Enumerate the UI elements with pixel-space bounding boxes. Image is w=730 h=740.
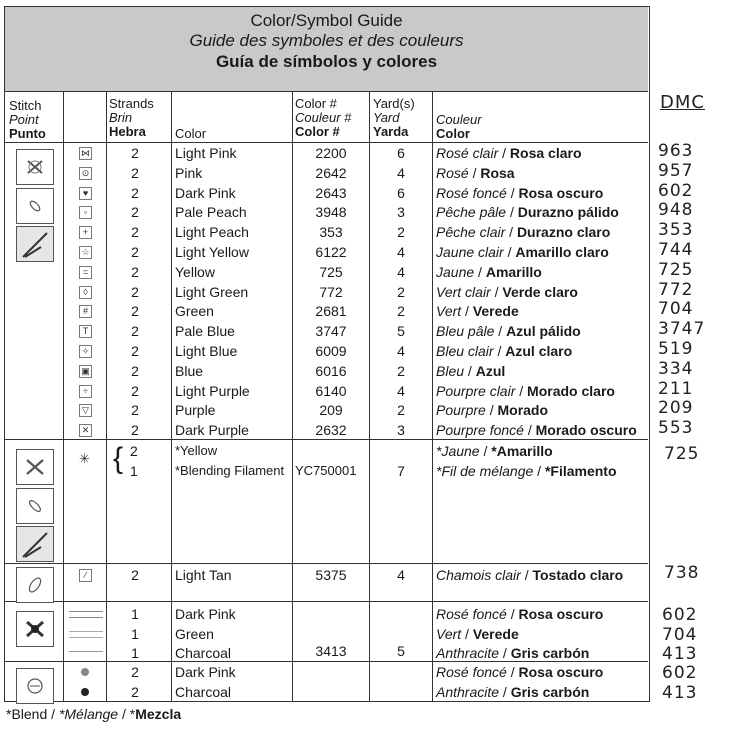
blend-needle-diagram-icon	[16, 526, 54, 562]
dmc-number: 413	[662, 683, 698, 703]
tan-strands: 2	[131, 567, 139, 583]
translation-cell: Rosé clair / Rosa claro	[436, 145, 582, 161]
strands-cell: 1	[131, 645, 139, 661]
color-number-cell: 353	[319, 224, 343, 241]
yards-cell: 4	[397, 164, 405, 181]
translation-cell: Bleu pâle / Azul pálido	[436, 323, 581, 340]
translation-cell: Pourpre clair / Morado claro	[436, 382, 615, 399]
symbol-icon: ▣	[79, 365, 92, 378]
symbol-icon: T	[79, 325, 92, 338]
asterisk-symbol-icon: ✳	[79, 451, 90, 466]
yards-cell: 3	[397, 422, 405, 439]
col-divider	[432, 91, 433, 701]
strands-cell: 2	[131, 422, 139, 439]
blend-brace: {	[113, 442, 124, 475]
translation-cell: Jaune clair / Amarillo claro	[436, 244, 609, 260]
translation-cell: Anthracite / Gris carbón	[436, 645, 590, 661]
color-name-cell: Light Yellow	[175, 244, 249, 260]
yards-cell: 6	[397, 184, 405, 201]
yards-cell: 2	[397, 283, 405, 300]
color-name-cell: Dark Pink	[175, 606, 236, 622]
symbol-icon: ⋈	[81, 148, 90, 158]
translation-cell: Jaune / Amarillo	[436, 263, 542, 280]
dmc-number: 334	[658, 358, 694, 379]
translation-cell: Pêche pâle / Durazno pálido	[436, 204, 619, 221]
symbol-icon: ♥	[79, 187, 92, 200]
half-stitch-diagram-icon	[16, 188, 54, 224]
blend-color-2: *Blending Filament	[175, 463, 285, 478]
header-color-number: Color # Couleur # Color #	[295, 96, 352, 139]
charcoal-dot-icon	[81, 688, 89, 696]
symbol-icon: ▫	[79, 206, 92, 219]
color-name-cell: Blue	[175, 362, 204, 379]
dmc-number: 725	[658, 259, 694, 280]
dmc-number: 963	[658, 141, 694, 161]
yards-cell: 2	[397, 303, 405, 320]
dmc-number: 602	[662, 605, 698, 625]
backstitch-diagram-icon	[16, 611, 54, 647]
strands-cell: 2	[131, 244, 139, 260]
color-number-cell: 6140	[315, 382, 347, 399]
color-name-cell: Yellow	[175, 263, 215, 280]
color-name-cell: Light Green	[175, 283, 249, 300]
color-name-cell: Dark Pink	[175, 664, 236, 680]
blend-translation-1: *Jaune / *Amarillo	[436, 443, 553, 459]
translation-cell: Vert clair / Verde claro	[436, 283, 578, 300]
backstitch-line-charcoal	[69, 651, 103, 652]
french-knot-diagram-icon	[16, 668, 54, 704]
translation-cell: Rosé foncé / Rosa oscuro	[436, 184, 604, 201]
dmc-number: 725	[664, 444, 700, 464]
tan-yards: 4	[397, 567, 405, 583]
strands-cell: 2	[131, 303, 139, 320]
translation-cell: Anthracite / Gris carbón	[436, 684, 590, 700]
symbol-icon: #	[79, 305, 92, 318]
translation-cell: Rosé foncé / Rosa oscuro	[436, 664, 604, 680]
dmc-number: 209	[658, 398, 694, 419]
color-name-cell: Green	[175, 625, 214, 642]
blend-color-1: *Yellow	[175, 443, 218, 458]
strands-cell: 2	[131, 343, 139, 359]
section-divider	[5, 563, 648, 564]
color-name-cell: Purple	[175, 402, 216, 419]
yards-cell: 3	[397, 204, 405, 221]
color-name-cell: Dark Pink	[175, 184, 236, 201]
col-divider	[63, 91, 64, 701]
backstitch-line-dark-pink	[69, 617, 103, 618]
yards-cell: 4	[397, 343, 405, 359]
color-symbol-guide-table	[4, 6, 650, 702]
strands-cell: 2	[131, 402, 139, 419]
blend-number: YC750001	[295, 463, 357, 478]
dmc-number: 553	[658, 418, 694, 439]
dmc-number: 602	[662, 663, 698, 683]
strands-cell: 2	[131, 382, 139, 399]
blend-strands-2: 1	[130, 463, 138, 479]
dmc-number: 772	[658, 279, 694, 300]
footer-note: *Blend / *Mélange / *Mezcla	[6, 706, 182, 722]
dmc-number: 704	[662, 624, 698, 645]
strands-cell: 2	[131, 362, 139, 379]
backstitch-number: 3413	[315, 643, 347, 659]
col-divider	[171, 91, 172, 701]
backstitch-line-green	[69, 631, 103, 632]
color-number-cell: 772	[319, 283, 343, 300]
yards-cell: 6	[397, 145, 405, 161]
title-banner	[5, 7, 648, 92]
translation-cell: Pourpre foncé / Morado oscuro	[436, 422, 637, 439]
dmc-number: 602	[658, 180, 694, 201]
yards-cell: 2	[397, 402, 405, 419]
symbol-icon: ◊	[79, 286, 92, 299]
tan-color: Light Tan	[175, 567, 232, 583]
header-couleur: Couleur Color	[436, 112, 482, 141]
slash-symbol-icon: ⁄	[79, 569, 92, 582]
tan-stitch-diagram-icon	[16, 567, 54, 603]
symbol-icon: +	[79, 226, 92, 239]
color-name-cell: Green	[175, 303, 214, 320]
strands-cell: 2	[131, 164, 139, 181]
color-number-cell: 2643	[315, 184, 347, 201]
blend-translation-2: *Fil de mélange / *Filamento	[436, 463, 617, 479]
dmc-number: 519	[658, 339, 694, 359]
symbol-icon: ÷	[79, 385, 92, 398]
strands-cell: 2	[131, 283, 139, 300]
symbol-icon: ☆	[79, 246, 92, 259]
title-en: Color/Symbol Guide	[250, 11, 403, 30]
col-divider	[292, 91, 293, 701]
translation-cell: Rosé foncé / Rosa oscuro	[436, 606, 604, 622]
color-number-cell: 2632	[315, 422, 347, 439]
section-divider	[5, 601, 648, 602]
color-name-cell: Pink	[175, 164, 203, 181]
strands-cell: 2	[131, 204, 139, 221]
header-yards: Yard(s) Yard Yarda	[373, 96, 415, 139]
symbol-icon: ▽	[79, 404, 92, 417]
color-name-cell: Pale Peach	[175, 204, 247, 221]
symbol-icon: ✧	[79, 345, 92, 358]
color-number-cell: 2200	[315, 145, 347, 161]
yards-cell: 2	[397, 362, 405, 379]
color-number-cell: 6009	[315, 343, 347, 359]
strands-cell: 2	[131, 184, 139, 201]
color-name-cell: Charcoal	[175, 684, 232, 700]
blend-half-stitch-diagram-icon	[16, 488, 54, 524]
symbol-icon: ⊙	[79, 167, 92, 180]
needle-stitch-diagram-icon	[16, 226, 54, 262]
strands-cell: 2	[131, 224, 139, 241]
cross-stitch-diagram-icon	[16, 149, 54, 185]
dmc-number: 3747	[658, 319, 706, 340]
color-name-cell: Light Peach	[175, 224, 249, 241]
yards-cell: 4	[397, 244, 405, 260]
translation-cell: Vert / Verede	[436, 625, 519, 642]
backstitch-yards: 5	[397, 643, 405, 659]
dmc-number: 413	[662, 644, 698, 664]
strands-cell: 1	[131, 606, 139, 622]
col-divider	[369, 91, 370, 701]
blend-cross-stitch-diagram-icon	[16, 449, 54, 485]
header-stitch: Stitch Point Punto	[9, 98, 46, 141]
yards-cell: 5	[397, 323, 405, 340]
translation-cell: Vert / Verede	[436, 303, 519, 320]
dmc-header: DMC	[660, 92, 705, 113]
translation-cell: Bleu / Azul	[436, 362, 506, 379]
title-fr: Guide des symboles et des couleurs	[189, 31, 464, 50]
color-number-cell: 3747	[315, 323, 347, 340]
translation-cell: Pêche clair / Durazno claro	[436, 224, 611, 241]
yards-cell: 4	[397, 382, 405, 399]
dark-pink-dot-icon	[81, 668, 89, 676]
color-number-cell: 209	[319, 402, 343, 419]
strands-cell: 1	[131, 625, 139, 642]
header-strands: Strands Brin Hebra	[109, 96, 154, 139]
color-name-cell: Light Blue	[175, 343, 238, 359]
section-divider	[5, 439, 648, 440]
dmc-number: 738	[664, 563, 700, 583]
blend-strands-1: 2	[130, 443, 138, 459]
translation-cell: Pourpre / Morado	[436, 402, 549, 419]
strands-cell: 2	[131, 323, 139, 340]
dmc-number: 744	[658, 240, 694, 260]
symbol-icon: =	[79, 266, 92, 279]
translation-cell: Rosé / Rosa	[436, 164, 515, 181]
translation-cell: Bleu clair / Azul claro	[436, 343, 573, 359]
color-name-cell: Light Pink	[175, 145, 237, 161]
header-color: Color	[175, 126, 207, 141]
color-name-cell: Charcoal	[175, 645, 232, 661]
dmc-number: 211	[658, 378, 694, 399]
dmc-number: 704	[658, 299, 694, 320]
strands-cell: 2	[131, 664, 139, 680]
tan-translation: Chamois clair / Tostado claro	[436, 567, 624, 583]
strands-cell: 2	[131, 145, 139, 161]
dmc-number: 948	[658, 200, 694, 221]
color-name-cell: Pale Blue	[175, 323, 235, 340]
strands-cell: 2	[131, 263, 139, 280]
color-name-cell: Light Purple	[175, 382, 250, 399]
symbol-icon: ✕	[79, 424, 92, 437]
color-number-cell: 2642	[315, 164, 347, 181]
color-name-cell: Dark Purple	[175, 422, 249, 439]
color-number-cell: 3948	[315, 204, 347, 221]
yards-cell: 4	[397, 263, 405, 280]
title-es: Guía de símbolos y colores	[215, 52, 438, 71]
strands-cell: 2	[131, 684, 139, 700]
color-number-cell: 6122	[315, 244, 347, 260]
color-number-cell: 6016	[315, 362, 347, 379]
yards-cell: 2	[397, 224, 405, 241]
tan-number: 5375	[315, 567, 347, 583]
dmc-number: 353	[658, 220, 694, 241]
dmc-number: 957	[658, 160, 694, 181]
backstitch-line-green	[69, 637, 103, 638]
color-number-cell: 2681	[315, 303, 347, 320]
backstitch-line-dark-pink	[69, 611, 103, 612]
color-number-cell: 725	[319, 263, 343, 280]
blend-yards: 7	[397, 463, 405, 479]
